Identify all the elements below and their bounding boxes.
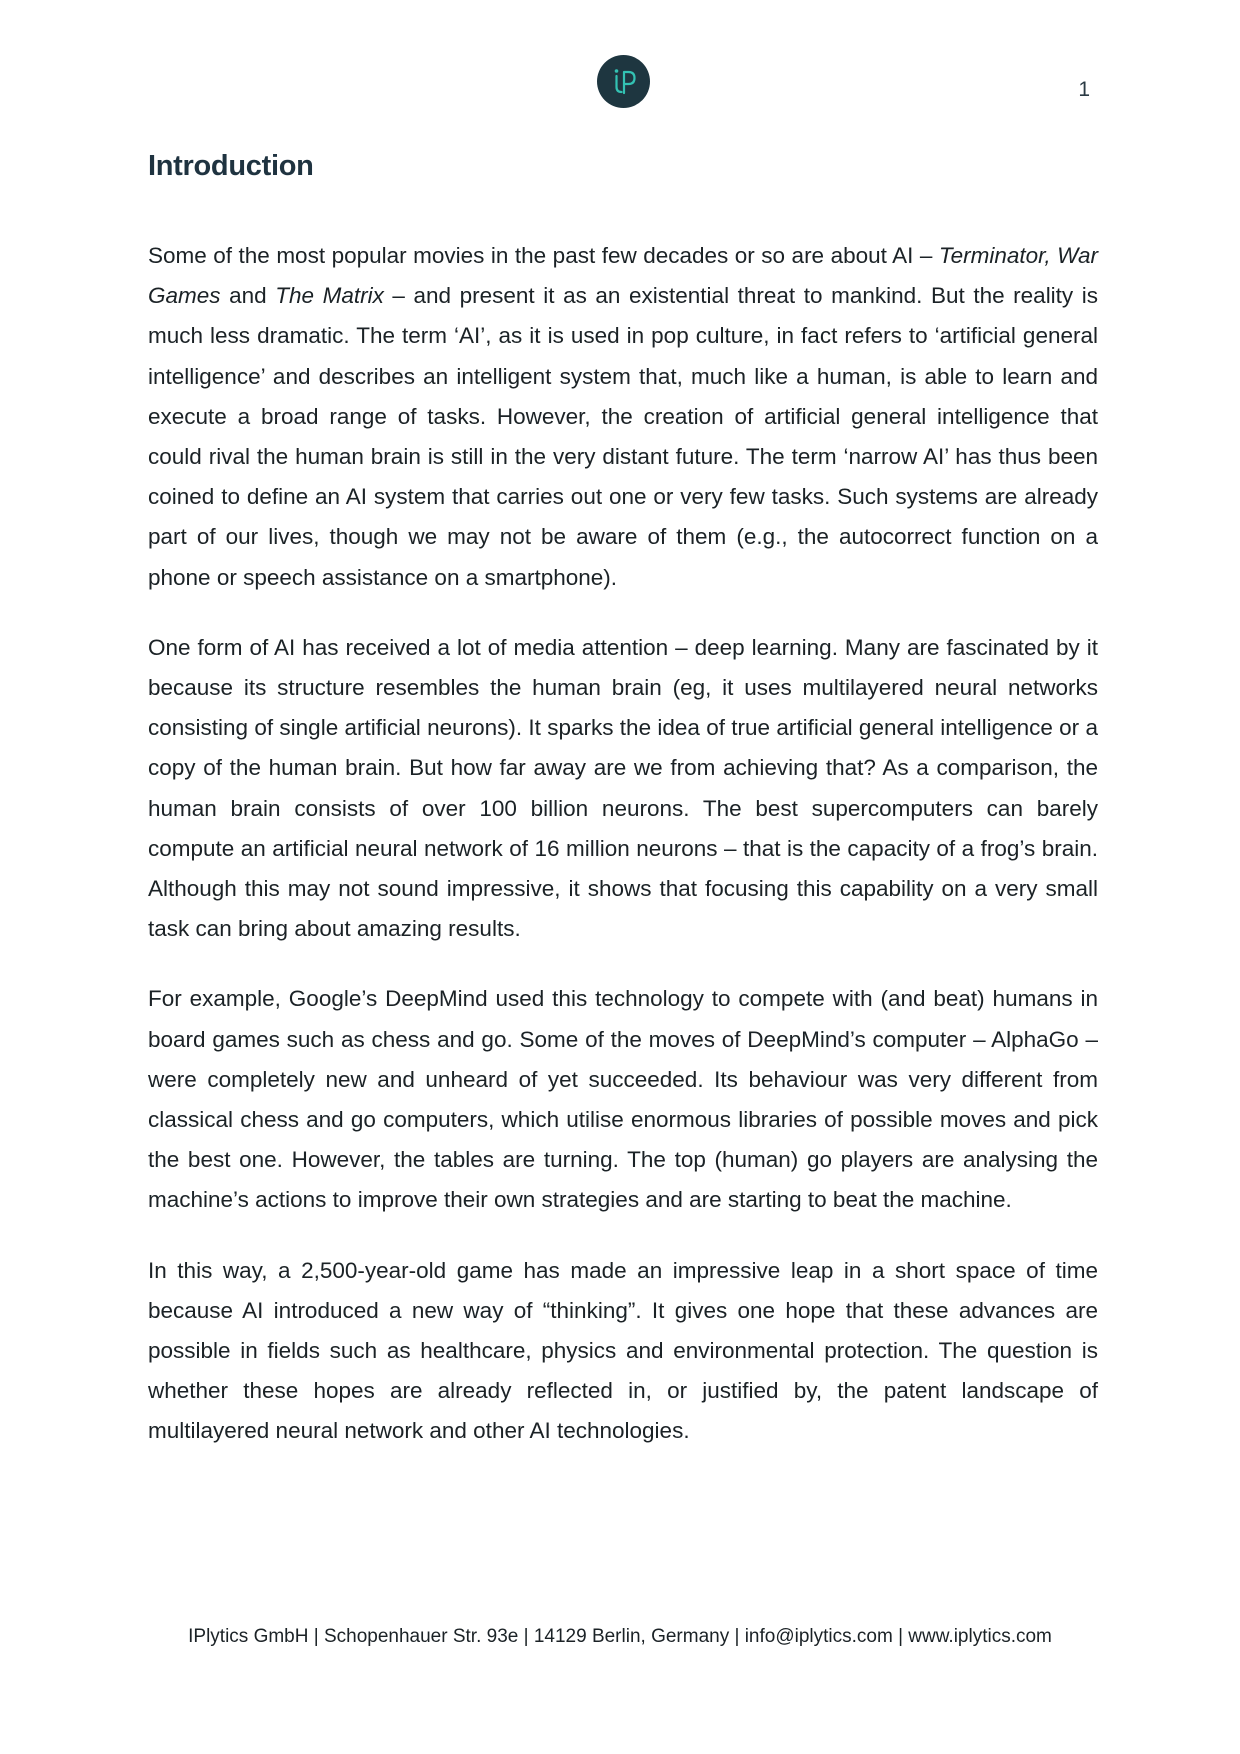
body-text	[148, 236, 1098, 1482]
movie-title-terminator: Terminator,	[938, 243, 1051, 268]
paragraph-1-text-a: Some of the most popular movies in the past few decades or so are about AI –	[148, 243, 939, 268]
section-heading: Introduction	[148, 150, 314, 182]
paragraph-1-text-d: – and present it as an existential threat to mankind. But the reality is much less dramatic. The term ‘AI’, as it is used in pop culture, in fact refers to ‘artificial general intelligence’ and describes an intelligent system that, much like a human, is able to learn and execute a broad range of tasks. However, the creation of artificial general intelligence that could rival the human brain is still in the very distant future. The term ‘narrow AI’ has thus been coined to define an AI system that carries out one or very few tasks. Such systems are already part of our lives, though we may not be aware of them (e.g., the autocorrect function on a phone or speech assistance on a smartphone).	[148, 283, 1099, 590]
paragraph-1-text-c: and	[220, 283, 276, 309]
paragraph-1	[148, 236, 1098, 598]
movie-title-the-matrix: The Matrix	[275, 283, 384, 309]
logo-glyph	[597, 55, 650, 108]
paragraph-3: For example, Google’s DeepMind used this technology to compete with (and beat) humans in board games such as chess and go. Some of the moves of DeepMind’s computer – AlphaGo – were completely new and unheard of yet succeeded. Its behaviour was very different from classical chess and go computers, which utilise enormous libraries of possible moves and pick the best one. However, the tables are turning. The top (human) go players are analysing the machine’s actions to improve their own strategies and are starting to beat the machine.	[148, 986, 1098, 1213]
iplytics-logo-icon	[597, 55, 650, 108]
paragraph-2: One form of AI has received a lot of media attention – deep learning. Many are fascinated by it because its structure resembles the human brain (eg, it uses multilayered neural networks consisting of single artificial neurons). It sparks the idea of true artificial general intelligence or a copy of the human brain. But how far away are we from achieving that? As a comparison, the human brain consists of over 100 billion neurons. The best supercomputers can barely compute an artificial neural network of 16 million neurons – that is the capacity of a frog’s brain. Although this may not sound impressive, it shows that focusing this capability on a very small task can bring about amazing results.	[148, 634, 1098, 942]
page-number: 1	[1078, 78, 1090, 101]
movie-title-war-games: War Games	[148, 243, 1098, 309]
paragraph-4: In this way, a 2,500-year-old game has made an impressive leap in a short space of time because AI introduced a new way of “thinking”. It gives one hope that these advances are possible in fields such as healthcare, physics and environmental protection. The question is whether these hopes are already reflected in, or justified by, the patent landscape of multilayered neural network and other AI technologies.	[148, 1257, 1098, 1444]
page-footer: IPlytics GmbH | Schopenhauer Str. 93e | 14129 Berlin, Germany | info@iplytics.com | www.iplytics.com	[188, 1626, 1052, 1647]
